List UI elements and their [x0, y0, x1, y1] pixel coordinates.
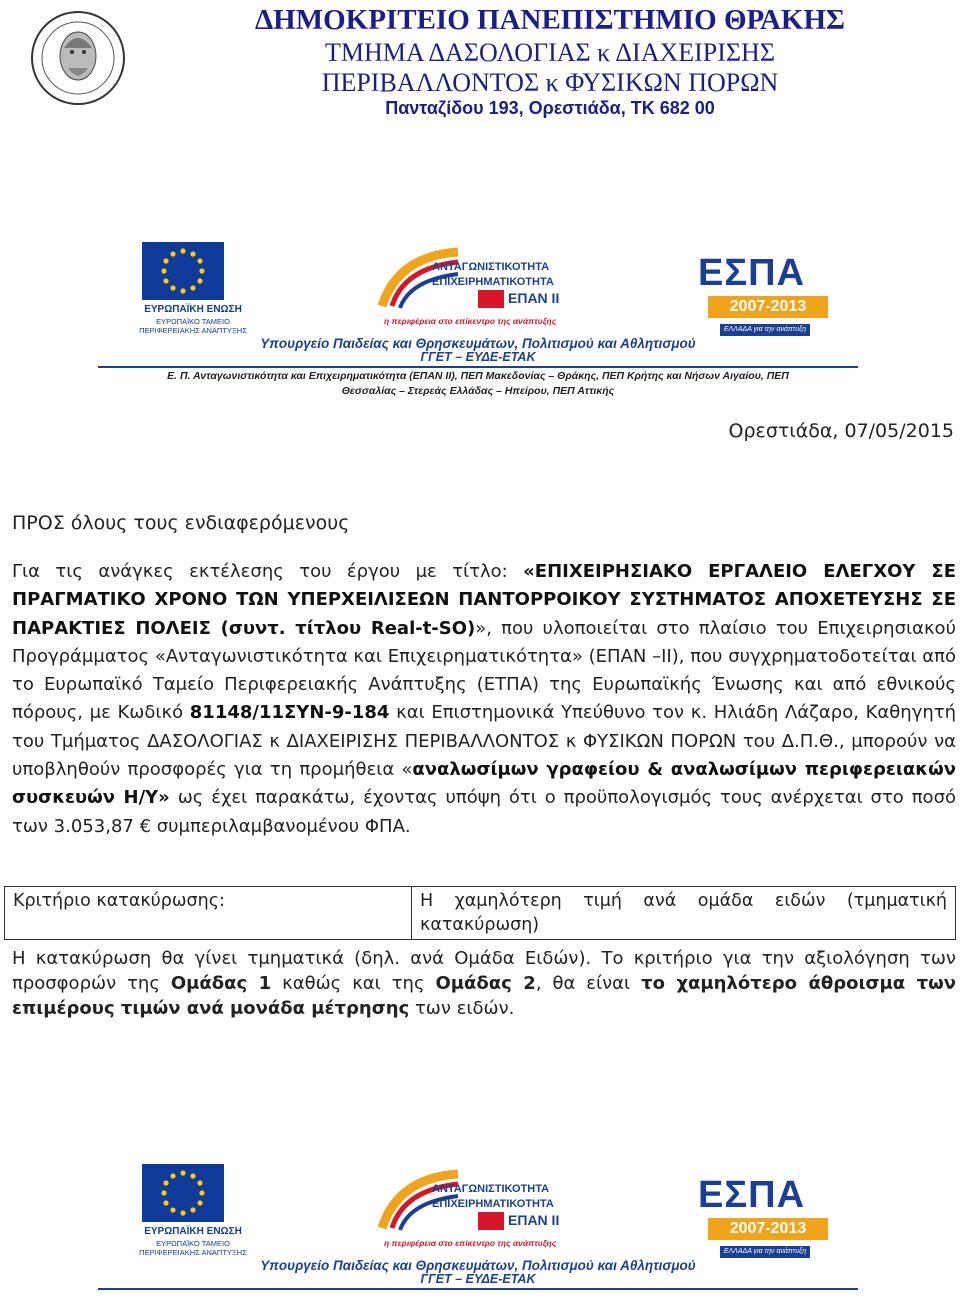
department-line-1: ΤΜΗΜΑ ΔΑΣΟΛΟΓΙΑΣ κ ΔΙΑΧΕΙΡΙΣΗΣ	[325, 38, 775, 67]
letter-date: Ορεστιάδα, 07/05/2015	[728, 420, 954, 442]
award-criterion-table	[4, 886, 956, 940]
university-name: ΔΗΜΟΚΡΙΤΕΙΟ ΠΑΝΕΠΙΣΤΗΜΙΟ ΘΡΑΚΗΣ	[255, 4, 845, 36]
ministry-name: Υπουργείο Παιδείας και Θρησκευμάτων, Πολιτισμού και Αθλητισμού	[260, 1258, 696, 1273]
agency-name: ΓΓΕΤ – ΕΥΔΕ-ΕΤΑΚ	[420, 1272, 536, 1286]
epan-label: ΕΠΑΝ II	[508, 290, 560, 306]
award-rule: το χαμηλότερο άθροισμα των επιμέρους τιμών ανά μονάδα μέτρησης	[12, 973, 956, 1019]
competition-tagline: η περιφέρεια στο επίκεντρο της ανάπτυξης	[384, 316, 557, 326]
espa-tagline: ΕΛΛΑΔΑ για την ανάπτυξη	[720, 324, 810, 336]
ministry-name: Υπουργείο Παιδείας και Θρησκευμάτων, Πολιτισμού και Αθλητισμού	[260, 336, 696, 351]
banner-divider	[98, 366, 858, 368]
agency-name: ΓΓΕΤ – ΕΥΔΕ-ΕΤΑΚ	[420, 350, 536, 364]
espa-years: 2007-2013	[708, 296, 828, 318]
criterion-value: Η χαμηλότερη τιμή ανά ομάδα ειδών (τμηματική κατακύρωση)	[412, 887, 956, 940]
competition-title: ΑΝΤΑΓΩΝΙΣΤΙΚΟΤΗΤΑ	[432, 1183, 550, 1195]
competition-title: ΑΝΤΑΓΩΝΙΣΤΙΚΟΤΗΤΑ	[432, 261, 550, 273]
university-seal-icon	[28, 8, 150, 108]
university-address: Πανταζίδου 193, Ορεστιάδα, ΤΚ 682 00	[385, 98, 715, 118]
eu-label: ΕΥΡΩΠΑΪΚΗ ΕΝΩΣΗ	[144, 304, 242, 315]
funding-banner-top	[98, 236, 858, 402]
procurement-items: αναλωσίμων γραφείου & αναλωσίμων περιφερειακών συσκευών Η/Υ»	[12, 759, 956, 809]
espa-logo: ΕΣΠΑ	[698, 252, 806, 294]
award-paragraph: Η κατακύρωση θα γίνει τμηματικά (δηλ. ανά Ομάδα Ειδών). Το κριτήριο για την αξιολόγηση των προσφορών της Ομάδας 1 καθώς και της Ομάδας 2, θα είναι το χαμηλότερο άθροισμα των επιμέρους τιμών ανά μονάδα μέτρησης των ειδών.	[12, 948, 956, 1019]
department-line-2: ΠΕΡΙΒΑΛΛΟΝΤΟΣ κ ΦΥΣΙΚΩΝ ΠΟΡΩΝ	[321, 68, 779, 97]
programs-line-1: Ε. Π. Ανταγωνιστικότητα και Επιχειρηματικότητα (ΕΠΑΝ ΙΙ), ΠΕΠ Μακεδονίας – Θράκης, ΠΕΠ Κρήτης και Νήσων Αιγαίου, ΠΕΠ	[167, 370, 789, 382]
eu-fund-label: ΕΥΡΩΠΑΪΚΟ ΤΑΜΕΙΟ	[156, 1239, 230, 1248]
epan-flag-icon	[478, 1212, 504, 1230]
eu-flag-icon	[142, 1164, 224, 1222]
programs-line-2: Θεσσαλίας – Στερεάς Ελλάδας – Ηπείρου, ΠΕΠ Αττικής	[341, 385, 615, 397]
eu-fund-label-2: ΠΕΡΙΦΕΡΕΙΑΚΗΣ ΑΝΑΠΤΥΞΗΣ	[139, 1248, 247, 1257]
espa-years: 2007-2013	[708, 1218, 828, 1240]
entrepreneurship-title: ΕΠΙΧΕΙΡΗΜΑΤΙΚΟΤΗΤΑ	[432, 276, 554, 288]
group-1: Ομάδας 1	[170, 973, 272, 994]
epan-flag-icon	[478, 290, 504, 308]
eu-flag-icon	[142, 242, 224, 300]
group-2: Ομάδας 2	[435, 973, 536, 994]
criterion-label: Κριτήριο κατακύρωσης:	[5, 887, 412, 940]
main-paragraph: Για τις ανάγκες εκτέλεσης του έργου με τίτλο: «ΕΠΙΧΕΙΡΗΣΙΑΚΟ ΕΡΓΑΛΕΙΟ ΕΛΕΓΧΟΥ ΣΕ ΠΡΑΓΜΑΤΙΚΟ ΧΡΟΝΟ ΤΩΝ ΥΠΕΡΧΕΙΛΙΣΕΩΝ ΠΑΝΤΟΡΡΟΙΚΟΥ ΣΥΣΤΗΜΑΤΟΣ ΑΠΟΧΕΤΕΥΣΗΣ ΣΕ ΠΑΡΑΚΤΙΕΣ ΠΟΛΕΙΣ (συντ. τίτλου Real-t-SO)», που υλοποιείται στο πλαίσιο του Επιχειρησιακού Προγράμματος «Ανταγωνιστικότητα και Επιχειρηματικότητα» (ΕΠΑΝ –ΙΙ), που συγχρηματοδοτείται από το Ευρωπαϊκό Ταμείο Περιφερειακής Ανάπτυξης (ΕΤΠΑ) της Ευρωπαϊκής Ένωσης και από εθνικούς πόρους, με Κωδικό 81148/11ΣΥΝ-9-184 και Επιστημονικά Υπεύθυνο τον κ. Ηλιάδη Λάζαρο, Καθηγητή του Τμήματος ΔΑΣΟΛΟΓΙΑΣ κ ΔΙΑΧΕΙΡΙΣΗΣ ΠΕΡΙΒΑΛΛΟΝΤΟΣ κ ΦΥΣΙΚΩΝ ΠΟΡΩΝ του Δ.Π.Θ., μπορούν να υποβληθούν προσφορές για τη προμήθεια «αναλωσίμων γραφείου & αναλωσίμων περιφερειακών συσκευών Η/Υ» ως έχει παρακάτω, έχοντας υπόψη ότι ο προϋπολογισμός τους ανέρχεται στο ποσό των 3.053,87 € συμπεριλαμβανομένου ΦΠΑ.	[12, 561, 957, 837]
espa-tagline: ΕΛΛΑΔΑ για την ανάπτυξη	[720, 1246, 810, 1258]
eu-fund-label: ΕΥΡΩΠΑΪΚΟ ΤΑΜΕΙΟ	[156, 317, 230, 326]
eu-fund-label-2: ΠΕΡΙΦΕΡΕΙΑΚΗΣ ΑΝΑΠΤΥΞΗΣ	[139, 326, 247, 335]
letter-addressee: ΠΡΟΣ όλους τους ενδιαφερόμενους	[12, 512, 350, 534]
project-title: «ΕΠΙΧΕΙΡΗΣΙΑΚΟ ΕΡΓΑΛΕΙΟ ΕΛΕΓΧΟΥ ΣΕ ΠΡΑΓΜΑΤΙΚΟ ΧΡΟΝΟ ΤΩΝ ΥΠΕΡΧΕΙΛΙΣΕΩΝ ΠΑΝΤΟΡΡΟΙΚΟΥ ΣΥΣΤΗΜΑΤΟΣ ΑΠΟΧΕΤΕΥΣΗΣ ΣΕ ΠΑΡΑΚΤΙΕΣ ΠΟΛΕΙΣ (συντ. τίτλου Real-t-SO)	[12, 561, 956, 639]
entrepreneurship-title: ΕΠΙΧΕΙΡΗΜΑΤΙΚΟΤΗΤΑ	[432, 1198, 554, 1210]
project-code: 81148/11ΣΥΝ-9-184	[189, 702, 390, 724]
eu-label: ΕΥΡΩΠΑΪΚΗ ΕΝΩΣΗ	[144, 1226, 242, 1237]
funding-banner-bottom	[98, 1158, 858, 1307]
epan-label: ΕΠΑΝ II	[508, 1212, 560, 1228]
competition-tagline: η περιφέρεια στο επίκεντρο της ανάπτυξης	[384, 1238, 557, 1248]
banner-divider	[98, 1288, 858, 1290]
espa-logo: ΕΣΠΑ	[698, 1174, 806, 1216]
